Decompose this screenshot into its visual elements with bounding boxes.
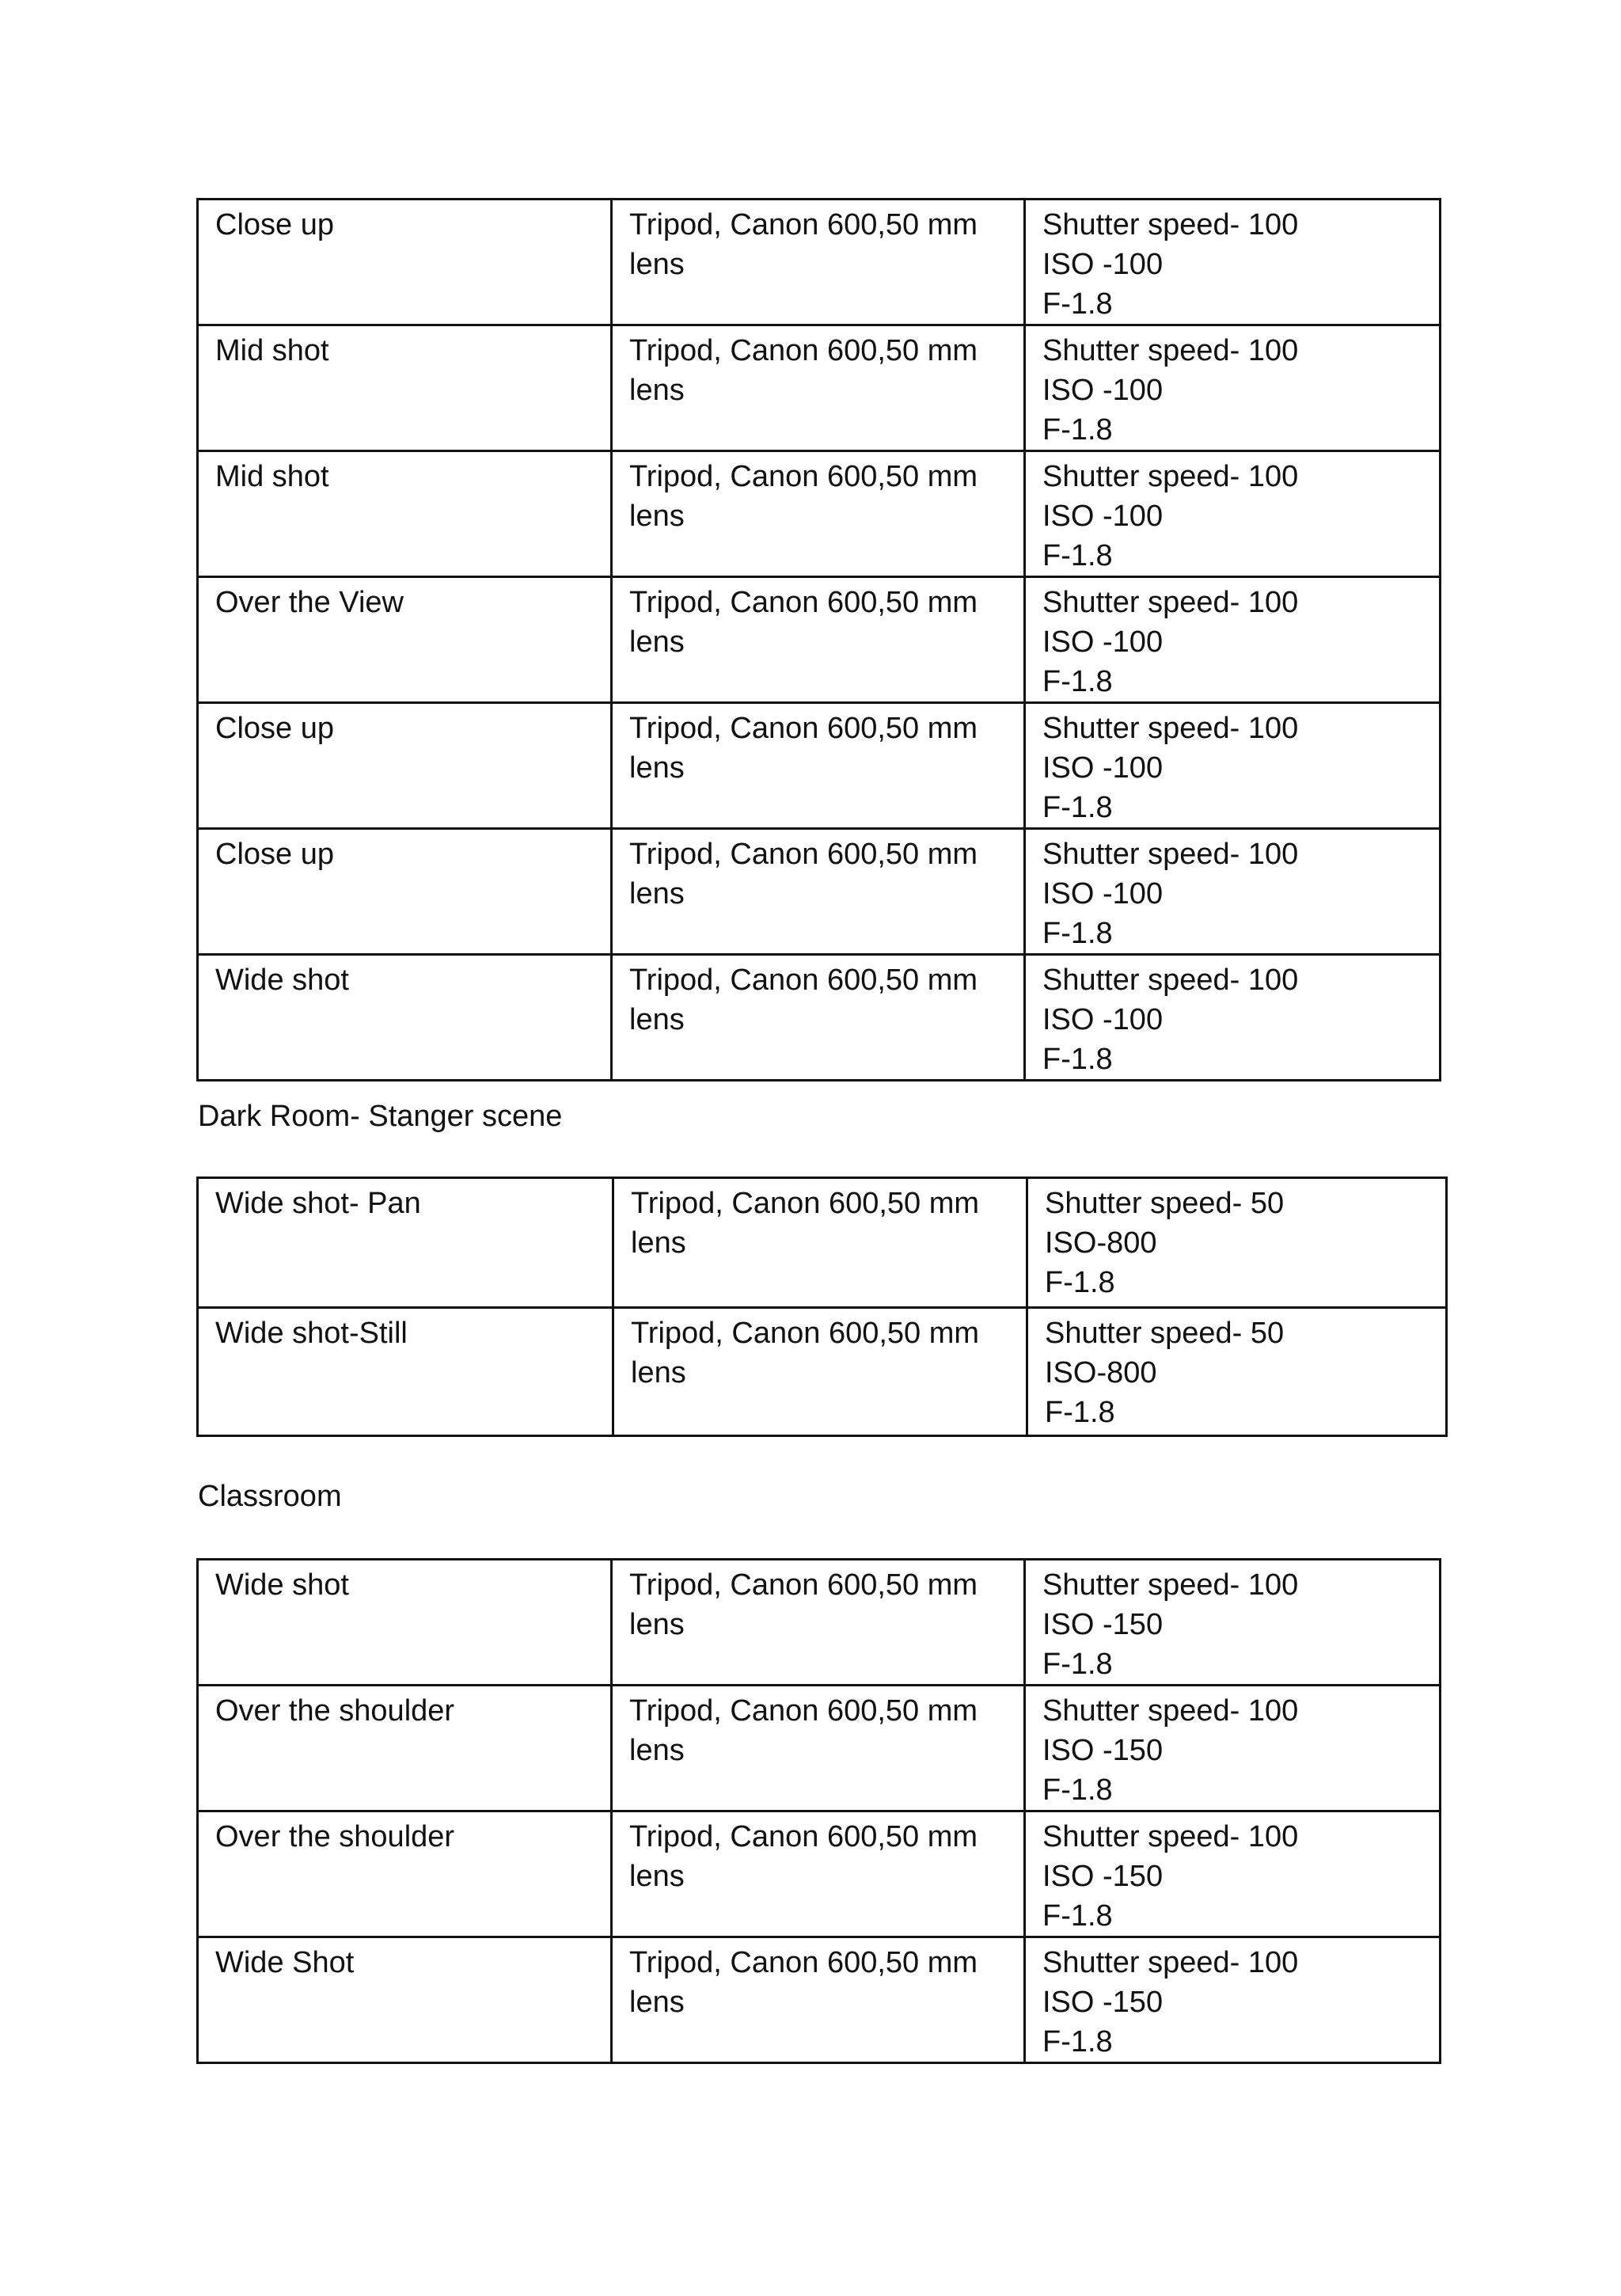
camera-settings-cell: Shutter speed- 100 ISO -100 F-1.8 [1025, 829, 1441, 955]
equipment-cell: Tripod, Canon 600,50 mm lens [612, 577, 1025, 703]
table-row [198, 703, 1441, 829]
table-row [198, 1178, 1447, 1308]
shot-list-table-2 [196, 1177, 1448, 1437]
shot-list-table-1 [196, 198, 1441, 1081]
table-row [198, 955, 1441, 1081]
table-row [198, 200, 1441, 325]
equipment-cell: Tripod, Canon 600,50 mm lens [612, 325, 1025, 451]
table-row [198, 451, 1441, 577]
shot-type-cell: Close up [198, 703, 612, 829]
shot-type-cell: Close up [198, 829, 612, 955]
table-row [198, 577, 1441, 703]
camera-settings-cell: Shutter speed- 100 ISO -100 F-1.8 [1025, 200, 1441, 325]
camera-settings-cell: Shutter speed- 50 ISO-800 F-1.8 [1027, 1178, 1447, 1308]
shot-list-table-3 [196, 1558, 1441, 2064]
camera-settings-cell: Shutter speed- 50 ISO-800 F-1.8 [1027, 1308, 1447, 1436]
equipment-cell: Tripod, Canon 600,50 mm lens [612, 703, 1025, 829]
section-heading-classroom: Classroom [198, 1480, 342, 1513]
camera-settings-cell: Shutter speed- 100 ISO -100 F-1.8 [1025, 451, 1441, 577]
shot-type-cell: Wide shot- Pan [198, 1178, 613, 1308]
equipment-cell: Tripod, Canon 600,50 mm lens [613, 1178, 1027, 1308]
camera-settings-cell: Shutter speed- 100 ISO -100 F-1.8 [1025, 703, 1441, 829]
shot-type-cell: Over the View [198, 577, 612, 703]
table-row [198, 1686, 1441, 1811]
table-row [198, 1937, 1441, 2063]
equipment-cell: Tripod, Canon 600,50 mm lens [612, 829, 1025, 955]
shot-type-cell: Over the shoulder [198, 1686, 612, 1811]
shot-type-cell: Over the shoulder [198, 1811, 612, 1937]
table-row [198, 1308, 1447, 1436]
equipment-cell: Tripod, Canon 600,50 mm lens [612, 451, 1025, 577]
equipment-cell: Tripod, Canon 600,50 mm lens [613, 1308, 1027, 1436]
table-row [198, 325, 1441, 451]
camera-settings-cell: Shutter speed- 100 ISO -150 F-1.8 [1025, 1686, 1441, 1811]
camera-settings-cell: Shutter speed- 100 ISO -150 F-1.8 [1025, 1560, 1441, 1686]
shot-type-cell: Wide shot [198, 955, 612, 1081]
equipment-cell: Tripod, Canon 600,50 mm lens [612, 1686, 1025, 1811]
shot-type-cell: Wide shot [198, 1560, 612, 1686]
shot-type-cell: Wide Shot [198, 1937, 612, 2063]
camera-settings-cell: Shutter speed- 100 ISO -100 F-1.8 [1025, 577, 1441, 703]
section-heading-dark-room: Dark Room- Stanger scene [198, 1100, 563, 1133]
shot-type-cell: Mid shot [198, 451, 612, 577]
equipment-cell: Tripod, Canon 600,50 mm lens [612, 200, 1025, 325]
equipment-cell: Tripod, Canon 600,50 mm lens [612, 955, 1025, 1081]
camera-settings-cell: Shutter speed- 100 ISO -100 F-1.8 [1025, 955, 1441, 1081]
camera-settings-cell: Shutter speed- 100 ISO -150 F-1.8 [1025, 1937, 1441, 2063]
shot-type-cell: Wide shot-Still [198, 1308, 613, 1436]
table-row [198, 829, 1441, 955]
table-row [198, 1811, 1441, 1937]
equipment-cell: Tripod, Canon 600,50 mm lens [612, 1937, 1025, 2063]
shot-type-cell: Close up [198, 200, 612, 325]
equipment-cell: Tripod, Canon 600,50 mm lens [612, 1811, 1025, 1937]
shot-type-cell: Mid shot [198, 325, 612, 451]
camera-settings-cell: Shutter speed- 100 ISO -100 F-1.8 [1025, 325, 1441, 451]
equipment-cell: Tripod, Canon 600,50 mm lens [612, 1560, 1025, 1686]
table-row [198, 1560, 1441, 1686]
camera-settings-cell: Shutter speed- 100 ISO -150 F-1.8 [1025, 1811, 1441, 1937]
